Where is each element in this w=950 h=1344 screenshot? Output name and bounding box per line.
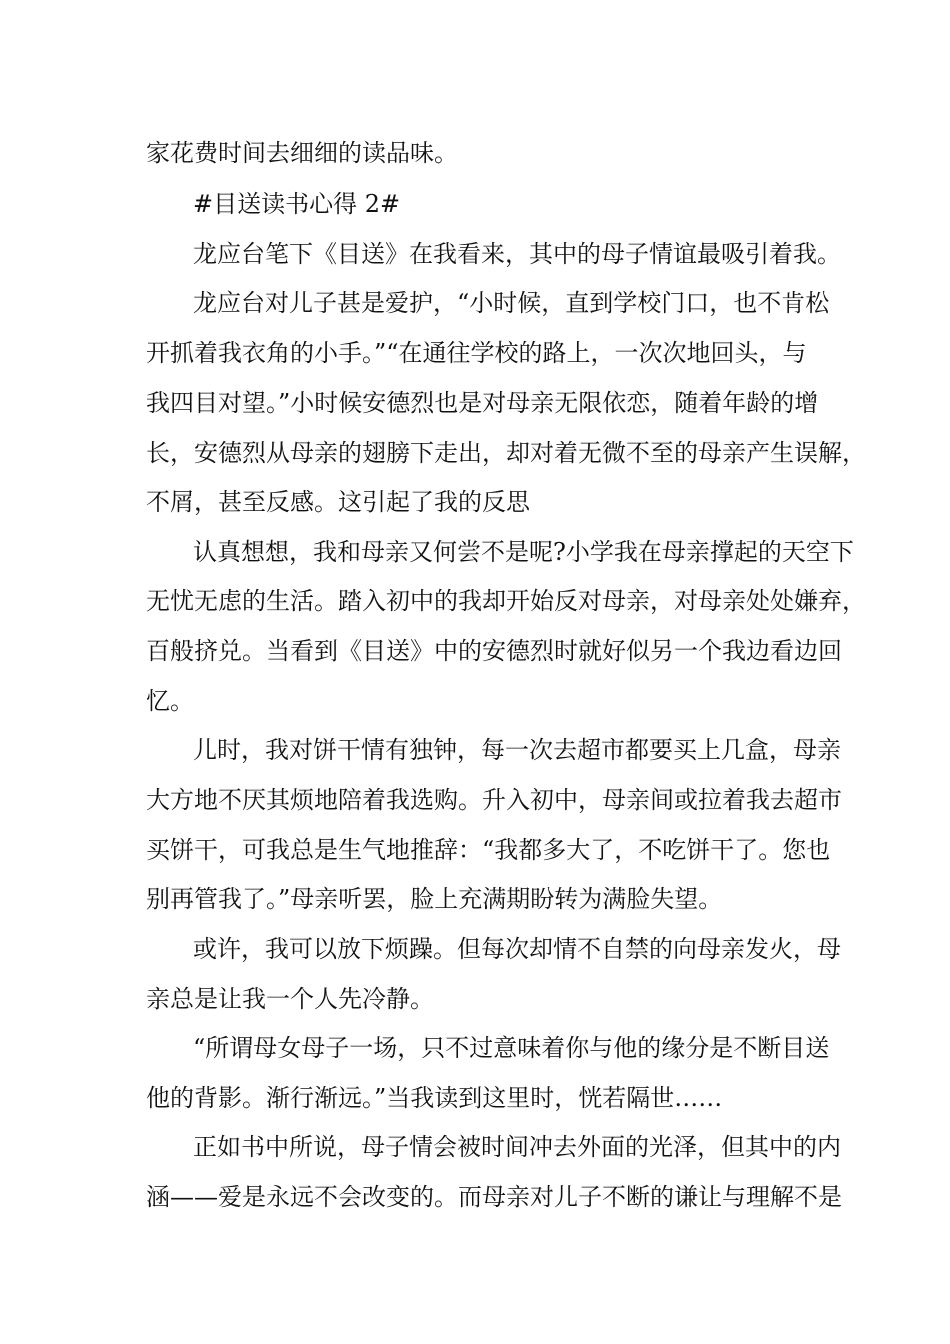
text-line-11: 百般挤兑。当看到《目送》中的安德烈时就好似另一个我边看边回 — [146, 637, 842, 665]
text-line-21: 正如书中所说，母子情会被时间冲去外面的光泽，但其中的内 — [193, 1133, 841, 1161]
text-line-9: 认真想想，我和母亲又何尝不是呢?小学我在母亲撑起的天空下 — [193, 538, 854, 566]
text-line-7: 长，安德烈从母亲的翅膀下走出，却对着无微不至的母亲产生误解， — [146, 439, 866, 467]
text-line-1: 家花费时间去细细的读品味。 — [146, 139, 458, 167]
text-line-14: 大方地不厌其烦地陪着我选购。升入初中，母亲间或拉着我去超市 — [146, 786, 842, 814]
text-line-13: 儿时，我对饼干情有独钟，每一次去超市都要买上几盒，母亲 — [193, 736, 841, 764]
text-line-16: 别再管我了。”母亲听罢，脸上充满期盼转为满脸失望。 — [146, 885, 723, 913]
text-line-5: 开抓着我衣角的小手。”“在通往学校的路上，一次次地回头，与 — [146, 339, 807, 367]
text-line-22: 涵——爱是永远不会改变的。而母亲对儿子不断的谦让与理解不是 — [146, 1183, 842, 1211]
text-line-15: 买饼干，可我总是生气地推辞：“我都多大了，不吃饼干了。您也 — [146, 836, 831, 864]
text-line-8: 不屑，甚至反感。这引起了我的反思 — [146, 488, 530, 516]
text-line-3: 龙应台笔下《目送》在我看来，其中的母子情谊最吸引着我。 — [193, 240, 841, 268]
text-line-6: 我四目对望。”小时候安德烈也是对母亲无限依恋，随着年龄的增 — [146, 389, 819, 417]
quote-line-1: “所谓母女母子一场，只不过意味着你与他的缘分是不断目送 — [193, 1034, 830, 1062]
text-line-18: 亲总是让我一个人先冷静。 — [146, 985, 434, 1013]
text-line-17: 或许，我可以放下烦躁。但每次却情不自禁的向母亲发火，母 — [193, 935, 841, 963]
text-line-12: 忆。 — [146, 687, 194, 715]
section-heading: #目送读书心得 2# — [193, 190, 401, 218]
text-line-4: 龙应台对儿子甚是爱护，“小时候，直到学校门口，也不肯松 — [193, 289, 830, 317]
quote-line-2: 他的背影。渐行渐远。”当我读到这里时，恍若隔世…… — [146, 1084, 723, 1112]
text-line-10: 无忧无虑的生活。踏入初中的我却开始反对母亲，对母亲处处嫌弃， — [146, 587, 866, 615]
